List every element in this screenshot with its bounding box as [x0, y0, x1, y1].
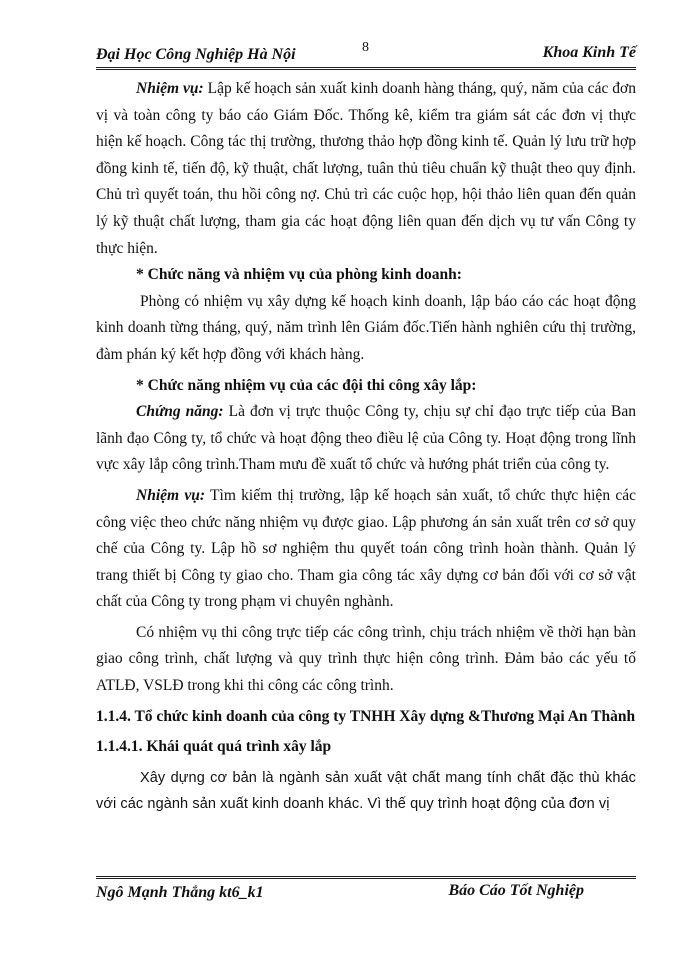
heading-doi-thi-cong: * Chức năng nhiệm vụ của các đội thi công xây lắp:: [136, 376, 477, 394]
text-nhiem-vu: Lập kế hoạch sản xuất kinh doanh hàng tháng, quý, năm của các đơn vị và toàn công ty báo cáo Giám Đốc. Thống kê, kiểm tra giám sát các đơn vị thực hiện kế hoạch. Công tác thị trường, thương thảo hợp đồng kinh tế. Quản lý lưu trữ hợp đồng kinh tế, tiến độ, kỹ thuật, chất lượng, tuân thủ tiêu chuẩn kỹ thuật theo quy định. Chủ trì quyết toán, thu hồi công nợ. Chủ trì các cuộc họp, hội thảo liên quan đến quản lý kỹ thuật chất lượng, tham gia các hoạt động liên quan đến dịch vụ tư vấn Công ty thực hiện.: [96, 80, 636, 257]
header-rule: [96, 67, 636, 70]
footer-report-title: Báo Cáo Tốt Nghiệp: [448, 882, 584, 899]
page-header: [96, 40, 636, 70]
heading-section-1-1-4-1: 1.1.4.1. Khái quát quá trình xây lắp: [96, 738, 332, 756]
label-nhiem-vu-doi: Nhiệm vụ:: [136, 486, 206, 504]
paragraph-nhiem-vu-doi: [96, 483, 636, 616]
label-chuc-nang: Chứng năng:: [136, 403, 224, 421]
heading-phong-kinh-doanh: * Chức năng và nhiệm vụ của phòng kinh doanh:: [136, 266, 462, 284]
paragraph-thi-cong: Có nhiệm vụ thi công trực tiếp các công trình, chịu trách nhiệm về thời hạn bàn giao công trình, chất lượng và quy trình thực hiện công trình. Đảm bảo các yếu tố ATLĐ, VSLĐ trong khi thi công các công trình.: [96, 623, 636, 695]
paragraph-nhiem-vu: [96, 76, 636, 262]
paragraph-chuc-nang: [96, 399, 636, 479]
paragraph-xay-dung-co-ban: Xây dựng cơ bản là ngành sản xuất vật chất mang tính chất đặc thù khác với các ngành sản xuất kinh doanh khác. Vì thế quy trình hoạt động của đơn vị: [96, 769, 636, 813]
footer-rule: [96, 876, 636, 879]
heading-section-1-1-4: 1.1.4. Tổ chức kinh doanh của công ty TNHH Xây dựng &Thương Mại An Thành: [96, 707, 636, 725]
label-nhiem-vu: Nhiệm vụ:: [136, 80, 204, 97]
page-number: 8: [362, 40, 369, 55]
header-faculty: Khoa Kinh Tế: [542, 44, 636, 61]
header-university: Đại Học Công Nghiệp Hà Nội: [96, 46, 296, 63]
paragraph-phong-kinh-doanh: Phòng có nhiệm vụ xây dựng kế hoạch kinh doanh, lập báo cáo các hoạt động kinh doanh từng tháng, quý, năm trình lên Giám đốc.Tiến hành nghiên cứu thị trường, đàm phán ký kết hợp đồng với khách hàng.: [96, 292, 636, 363]
footer-author: Ngô Mạnh Thắng kt6_k1: [96, 884, 264, 901]
document-body: [96, 76, 636, 818]
text-chuc-nang: Là đơn vị trực thuộc Công ty, chịu sự chỉ đạo trực tiếp của Ban lãnh đạo Công ty, tổ chức và hoạt động theo điều lệ của Công ty. Hoạt động trong lĩnh vực xây lắp công trình.Tham mưu đề xuất tổ chức và hướng phát triển của công ty.: [96, 403, 636, 474]
text-nhiem-vu-doi: Tìm kiếm thị trường, lập kế hoạch sản xuất, tổ chức thực hiện các công việc theo chức năng nhiệm vụ được giao. Lập phương án sản xuất trên cơ sở quy chế của Công ty. Lập hồ sơ nghiệm thu quyết toán công trình hoàn thành. Quản lý trang thiết bị Công ty giao cho. Tham gia công tác xây dựng cơ bản đối với cơ sở vật chất của Công ty trong phạm vi chuyên nghành.: [96, 486, 637, 611]
page-footer: [96, 884, 636, 908]
